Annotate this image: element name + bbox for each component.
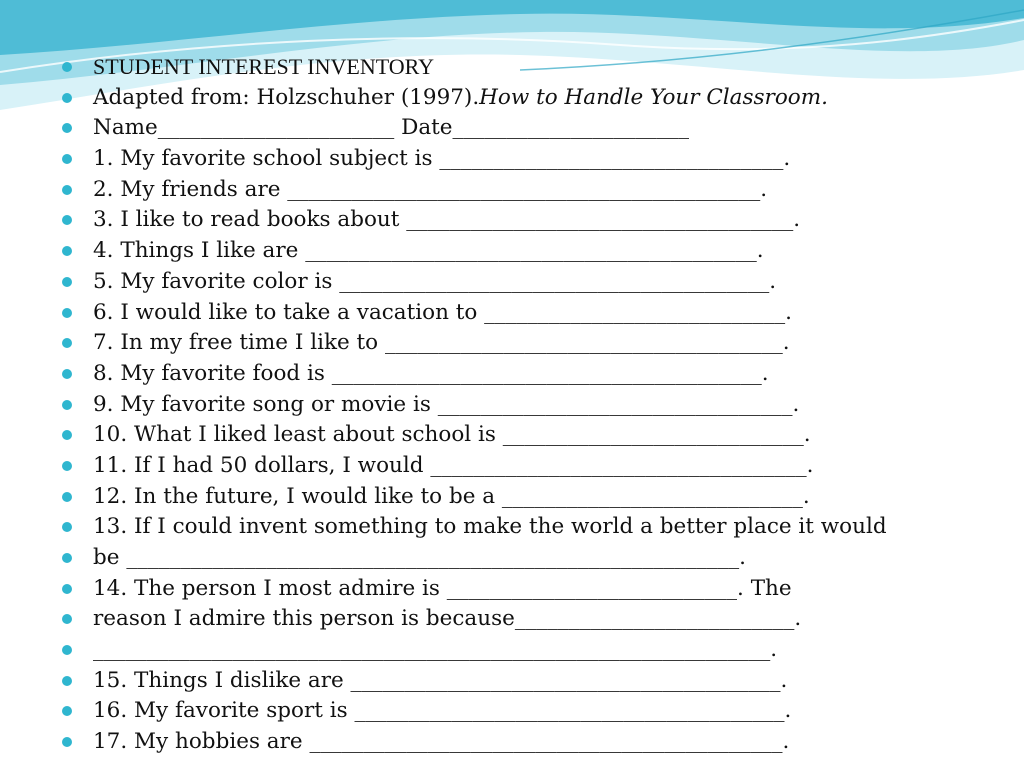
bullet-icon bbox=[62, 461, 72, 471]
bullet-icon bbox=[62, 369, 72, 379]
question-line: 17. My hobbies are ____________________________________________. bbox=[93, 729, 790, 755]
inventory-bullet-list bbox=[62, 52, 1012, 758]
list-item bbox=[62, 604, 1012, 635]
question-line: 1. My favorite school subject is ________________________________. bbox=[93, 146, 791, 172]
list-item bbox=[62, 205, 1012, 236]
bullet-icon bbox=[62, 492, 72, 502]
source-prefix: Adapted from: Holzschuher (1997). bbox=[93, 84, 480, 110]
slide-title: STUDENT INTEREST INVENTORY bbox=[93, 54, 434, 79]
bullet-icon bbox=[62, 706, 72, 716]
blank-answer-line: _______________________________________________________________. bbox=[93, 637, 778, 663]
question-line: 2. My friends are ____________________________________________. bbox=[93, 176, 768, 202]
list-item bbox=[62, 482, 1012, 513]
source-citation bbox=[93, 83, 828, 114]
question-line: 13. If I could invent something to make the world a better place it would bbox=[93, 514, 887, 540]
list-item bbox=[62, 236, 1012, 267]
bullet-icon bbox=[62, 430, 72, 440]
bullet-icon bbox=[62, 154, 72, 164]
list-item bbox=[62, 451, 1012, 482]
name-date-line: Name______________________ Date______________________ bbox=[93, 115, 689, 141]
list-item bbox=[62, 298, 1012, 329]
list-item bbox=[62, 574, 1012, 605]
question-line-continued: be _________________________________________________________. bbox=[93, 545, 746, 570]
list-item bbox=[62, 635, 1012, 666]
list-item bbox=[62, 113, 1012, 144]
bullet-icon bbox=[62, 215, 72, 225]
bullet-icon bbox=[62, 185, 72, 195]
question-line: 10. What I liked least about school is ____________________________. bbox=[93, 422, 811, 448]
bullet-icon bbox=[62, 277, 72, 287]
list-item bbox=[62, 727, 1012, 758]
question-line: 7. In my free time I like to _____________________________________. bbox=[93, 330, 790, 356]
bullet-icon bbox=[62, 123, 72, 133]
question-line: 4. Things I like are __________________________________________. bbox=[93, 238, 764, 264]
bullet-icon bbox=[62, 400, 72, 410]
bullet-icon bbox=[62, 62, 72, 72]
list-item bbox=[62, 390, 1012, 421]
bullet-icon bbox=[62, 308, 72, 318]
question-line-continued: reason I admire this person is because__________________________. bbox=[93, 606, 802, 632]
list-item bbox=[62, 144, 1012, 175]
list-item bbox=[62, 543, 1012, 574]
list-item bbox=[62, 267, 1012, 298]
bullet-icon bbox=[62, 246, 72, 256]
question-line: 6. I would like to take a vacation to ____________________________. bbox=[93, 299, 793, 325]
question-line: 15. Things I dislike are ________________________________________. bbox=[93, 667, 788, 693]
bullet-icon bbox=[62, 338, 72, 348]
question-line: 16. My favorite sport is ________________________________________. bbox=[93, 698, 792, 724]
list-item bbox=[62, 666, 1012, 697]
bullet-icon bbox=[62, 645, 72, 655]
question-line: 5. My favorite color is ________________________________________. bbox=[93, 268, 777, 294]
bullet-icon bbox=[62, 676, 72, 686]
list-item bbox=[62, 512, 1012, 543]
question-line: 8. My favorite food is ________________________________________. bbox=[93, 360, 769, 386]
list-item-source bbox=[62, 83, 1012, 114]
bullet-icon bbox=[62, 93, 72, 103]
question-line: 12. In the future, I would like to be a ____________________________. bbox=[93, 483, 810, 509]
question-line: 9. My favorite song or movie is _________________________________. bbox=[93, 391, 800, 417]
question-line: 11. If I had 50 dollars, I would ___________________________________. bbox=[93, 452, 814, 478]
list-item bbox=[62, 328, 1012, 359]
source-book-title: How to Handle Your Classroom. bbox=[479, 84, 828, 110]
bullet-icon bbox=[62, 737, 72, 747]
bullet-icon bbox=[62, 522, 72, 532]
list-item bbox=[62, 696, 1012, 727]
question-line: 14. The person I most admire is ___________________________. The bbox=[93, 575, 792, 601]
list-item-title bbox=[62, 52, 1012, 83]
list-item bbox=[62, 359, 1012, 390]
question-line: 3. I like to read books about ____________________________________. bbox=[93, 207, 801, 233]
list-item bbox=[62, 175, 1012, 206]
bullet-icon bbox=[62, 614, 72, 624]
list-item bbox=[62, 420, 1012, 451]
bullet-icon bbox=[62, 553, 72, 563]
bullet-icon bbox=[62, 584, 72, 594]
